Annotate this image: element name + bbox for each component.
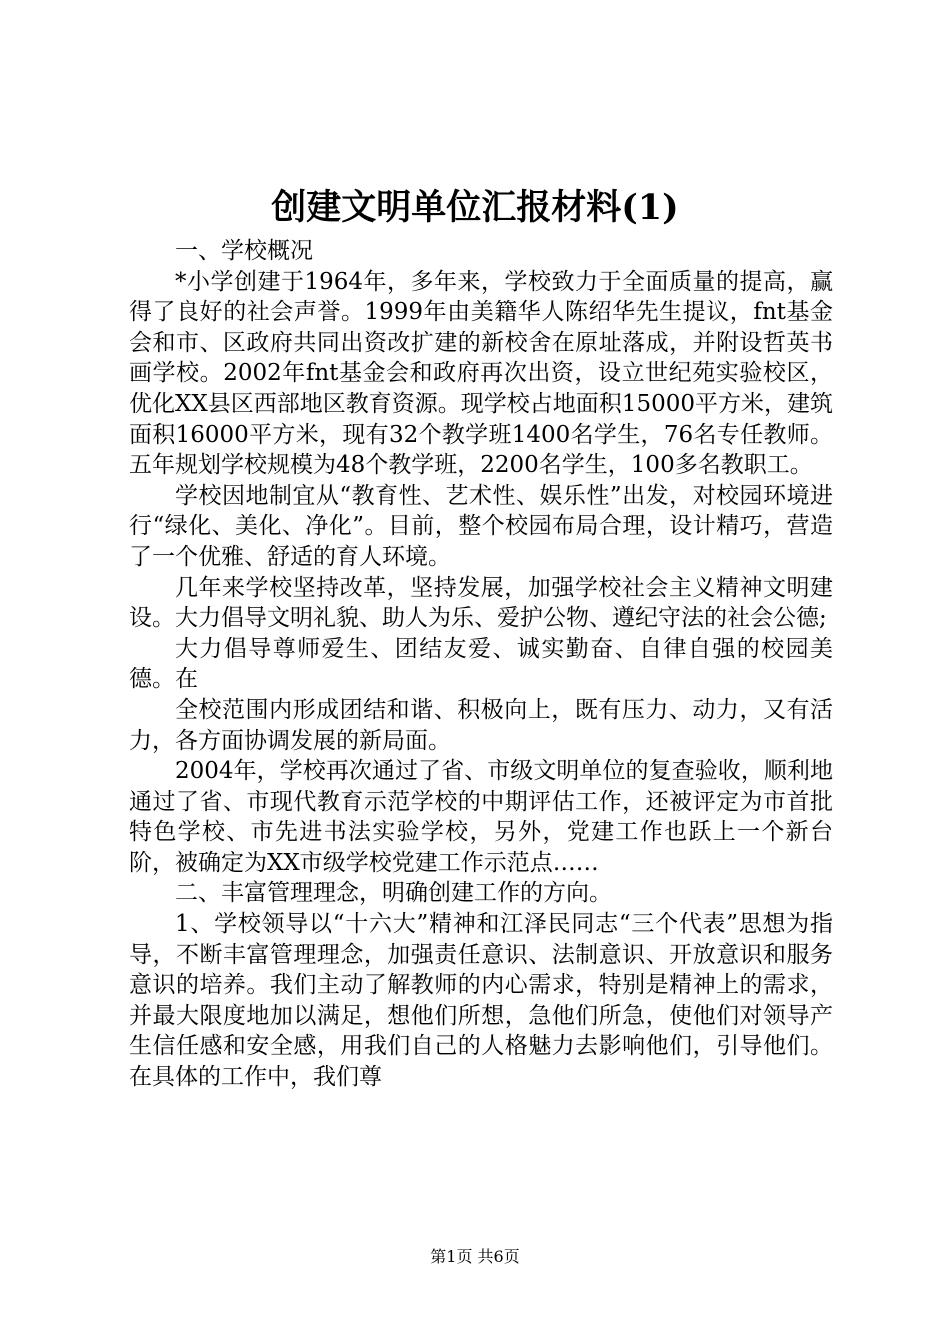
paragraph: 学校因地制宜从“教育性、艺术性、娱乐性”出发，对校园环境进行“绿化、美化、净化”。目前，整个校园布局合理，设计精巧，营造了一个优雅、舒适的育人环境。 xyxy=(129,482,833,570)
document-body xyxy=(129,236,833,1093)
paragraph: *小学创建于1964年，多年来，学校致力于全面质量的提高，赢得了良好的社会声誉。1999年由美籍华人陈绍华先生提议，fnt基金会和市、区政府共同出资改扩建的新校舍在原址落成，并附设哲英书画学校。2002年fnt基金会和政府再次出资，设立世纪苑实验校区，优化XX县区西部地区教育资源。现学校占地面积15000平方米，建筑面积16000平方米，现有32个教学班1400名学生，76名专任教师。五年规划学校规模为48个教学班，2200名学生，100多名教职工。 xyxy=(129,268,833,479)
section-heading: 二、丰富管理理念，明确创建工作的方向。 xyxy=(175,880,612,907)
paragraph: 几年来学校坚持改革，坚持发展，加强学校社会主义精神文明建设。大力倡导文明礼貌、助人为乐、爱护公物、遵纪守法的社会公德; xyxy=(129,574,833,632)
paragraph: 大力倡导尊师爱生、团结友爱、诚实勤奋、自律自强的校园美德。在 xyxy=(129,635,833,693)
document-title: 创建文明单位汇报材料(1) xyxy=(271,187,679,228)
paragraph: 全校范围内形成团结和谐、积极向上，既有压力、动力，又有活力，各方面协调发展的新局面。 xyxy=(129,696,833,754)
paragraph: 2004年，学校再次通过了省、市级文明单位的复查验收，顺利地通过了省、市现代教育示范学校的中期评估工作，还被评定为市首批特色学校、市先进书法实验学校，另外，党建工作也跃上一个新台阶，被确定为XX市级学校党建工作示范点…… xyxy=(129,758,833,876)
section-heading: 一、学校概况 xyxy=(175,238,313,264)
paragraph: 1、学校领导以“十六大”精神和江泽民同志“三个代表”思想为指导，不断丰富管理理念，加强责任意识、法制意识、开放意识和服务意识的培养。我们主动了解教师的内心需求，特别是精神上的需求，并最大限度地加以满足，想他们所想，急他们所急，使他们对领导产生信任感和安全感，用我们自己的人格魅力去影响他们，引导他们。在具体的工作中，我们尊 xyxy=(129,911,833,1091)
page-footer: 第1页 共6页 xyxy=(430,1247,520,1266)
